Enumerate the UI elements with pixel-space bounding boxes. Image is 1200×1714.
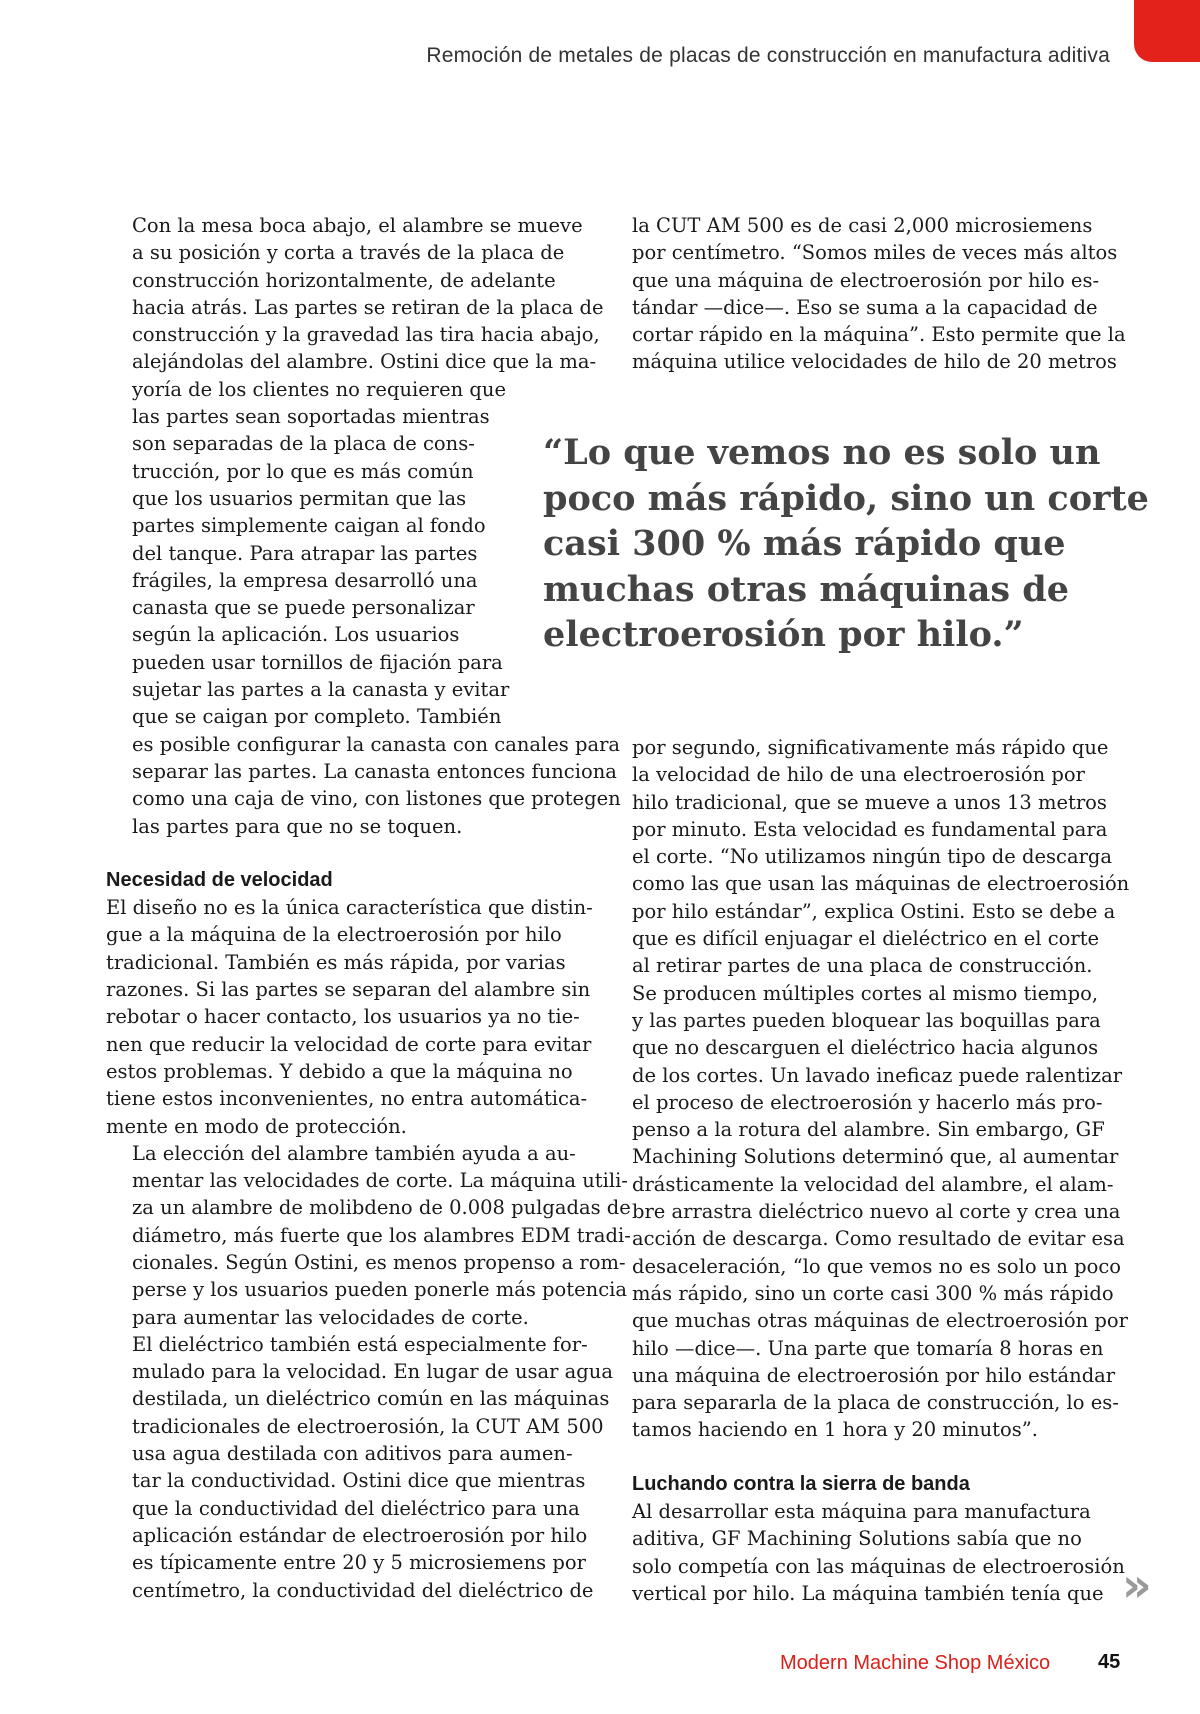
text-line: máquina utilice velocidades de hilo de 20 metros — [632, 350, 1117, 374]
text-line: que es difícil enjuagar el dieléctrico en el corte — [632, 927, 1100, 951]
text-line: bre arrastra dieléctrico nuevo al corte y crea una — [632, 1200, 1121, 1224]
text-line: destilada, un dieléctrico común en las máquinas — [132, 1387, 610, 1411]
text-line: son separadas de la placa de cons- — [132, 432, 475, 456]
text-line: canasta que se puede personalizar — [132, 596, 475, 620]
page-number: 45 — [1098, 1651, 1121, 1673]
text-line: penso a la rotura del alambre. Sin embargo, GF — [632, 1118, 1105, 1142]
text-line: hacia atrás. Las partes se retiran de la placa de — [132, 295, 604, 319]
text-line: la CUT AM 500 es de casi 2,000 microsiemens — [632, 214, 1093, 237]
text-line: poco más rápido, sino un corte — [543, 477, 1149, 519]
text-line: frágiles, la empresa desarrolló una — [132, 568, 478, 592]
text-line: tiene estos inconvenientes, no entra automática- — [106, 1087, 588, 1111]
text-line: El dieléctrico también está especialmente for- — [132, 1332, 588, 1356]
text-line: cionales. Según Ostini, es menos propenso a rom- — [132, 1250, 626, 1274]
red-corner-tab — [1134, 0, 1200, 62]
spacer — [632, 1444, 1112, 1471]
text-line: tradicional. También es más rápida, por varias — [106, 950, 566, 974]
left-paragraph-2 — [106, 894, 593, 1140]
text-line: que una máquina de electroerosión por hilo es- — [632, 268, 1100, 292]
text-line: que se caigan por completo. También — [132, 705, 502, 729]
double-chevron-right-icon: » — [1122, 1558, 1138, 1612]
text-line: que no descarguen el dieléctrico hacia algunos — [632, 1036, 1099, 1060]
subhead-necesidad-de-velocidad: Necesidad de velocidad — [106, 868, 333, 891]
text-line: diámetro, más fuerte que los alambres EDM tradi- — [132, 1223, 631, 1247]
text-line: construcción horizontalmente, de adelante — [132, 268, 556, 292]
text-line: aplicación estándar de electroerosión por hilo — [132, 1523, 588, 1547]
text-line: cortar rápido en la máquina”. Esto permite que la — [632, 323, 1126, 347]
text-line: estos problemas. Y debido a que la máquina no — [106, 1059, 573, 1083]
text-line: por minuto. Esta velocidad es fundamental para — [632, 817, 1108, 841]
right-paragraph-1 — [632, 734, 1130, 1444]
text-line: acción de descarga. Como resultado de evitar esa — [632, 1227, 1125, 1251]
text-line: como las que usan las máquinas de electroerosión — [632, 872, 1130, 896]
text-line: más rápido, sino un corte casi 300 % más rápido — [632, 1281, 1114, 1305]
running-header: Remoción de metales de placas de construcción en manufactura aditiva — [426, 44, 1110, 67]
left-paragraph-1 — [106, 212, 621, 840]
text-line: gue a la máquina de la electroerosión por hilo — [106, 923, 562, 947]
text-line: “Lo que vemos no es solo un — [543, 432, 1101, 473]
text-line: mulado para la velocidad. En lugar de usar agua — [132, 1360, 613, 1384]
text-line: el proceso de electroerosión y hacerlo más pro- — [632, 1090, 1103, 1114]
text-line: trucción, por lo que es más común — [132, 459, 474, 483]
text-line: sujetar las partes a la canasta y evitar — [132, 678, 510, 702]
text-line: razones. Si las partes se separan del alambre sin — [106, 978, 591, 1002]
text-line: pueden usar tornillos de fijación para — [132, 650, 503, 674]
text-line: hilo —dice—. Una parte que tomaría 8 horas en — [632, 1336, 1104, 1360]
left-paragraph-4 — [106, 1331, 613, 1604]
text-line: separar las partes. La canasta entonces funciona — [132, 759, 617, 783]
text-line: según la aplicación. Los usuarios — [132, 623, 460, 647]
text-line: es típicamente entre 20 y 5 microsiemens por — [132, 1551, 586, 1575]
text-line: Se producen múltiples cortes al mismo tiempo, — [632, 981, 1099, 1005]
text-line: El diseño no es la única característica que distin- — [106, 896, 593, 920]
text-line: aditiva, GF Machining Solutions sabía que no — [632, 1527, 1082, 1551]
text-line: Machining Solutions determinó que, al aumentar — [632, 1145, 1119, 1169]
text-line: rebotar o hacer contacto, los usuarios ya no tie- — [106, 1005, 580, 1029]
text-line: desaceleración, “lo que vemos no es solo un poco — [632, 1254, 1121, 1278]
text-line: solo competía con las máquinas de electroerosión — [632, 1554, 1125, 1578]
text-line: hilo tradicional, que se mueve a unos 13 metros — [632, 790, 1107, 814]
text-line: al retirar partes de una placa de construcción. — [632, 954, 1093, 978]
text-line: Con la mesa boca abajo, el alambre se mueve — [132, 214, 583, 237]
text-line: tradicionales de electroerosión, la CUT AM 500 — [132, 1414, 604, 1438]
text-line: tar la conductividad. Ostini dice que mientras — [132, 1469, 586, 1493]
text-line: muchas otras máquinas de — [543, 568, 1070, 610]
text-line: el corte. “No utilizamos ningún tipo de descarga — [632, 845, 1113, 869]
text-line: La elección del alambre también ayuda a au- — [132, 1141, 576, 1165]
left-column — [106, 212, 631, 1604]
text-line: las partes sean soportadas mientras — [132, 405, 490, 429]
text-line: perse y los usuarios pueden ponerle más potencia — [132, 1278, 627, 1302]
text-line: por segundo, significativamente más rápido que — [632, 736, 1109, 759]
text-line: tamos haciendo en 1 hora y 20 minutos”. — [632, 1418, 1038, 1442]
text-line: que los usuarios permitan que las — [132, 486, 467, 510]
text-line: la velocidad de hilo de una electroerosión por — [632, 763, 1085, 787]
text-line: del tanque. Para atrapar las partes — [132, 541, 478, 565]
text-line: como una caja de vino, con listones que protegen — [132, 787, 621, 811]
text-line: yoría de los clientes no requieren que — [132, 377, 506, 401]
text-line: nen que reducir la velocidad de corte para evitar — [106, 1032, 592, 1056]
right-paragraph-top — [632, 212, 1126, 376]
text-line: y las partes pueden bloquear las boquillas para — [632, 1008, 1101, 1032]
text-line: partes simplemente caigan al fondo — [132, 514, 486, 538]
text-line: drásticamente la velocidad del alambre, el alam- — [632, 1172, 1114, 1196]
right-column — [632, 734, 1130, 1607]
text-line: para aumentar las velocidades de corte. — [132, 1305, 529, 1329]
text-line: de los cortes. Un lavado ineficaz puede ralentizar — [632, 1063, 1123, 1087]
footer-publication: Modern Machine Shop México — [780, 1652, 1051, 1674]
text-line: por hilo estándar”, explica Ostini. Esto se debe a — [632, 899, 1116, 923]
text-line: centímetro, la conductividad del dieléctrico de — [132, 1578, 594, 1602]
pull-quote — [543, 430, 1149, 658]
text-line: mentar las velocidades de corte. La máquina utili- — [132, 1169, 628, 1193]
right-column-top — [632, 212, 1126, 376]
text-line: za un alambre de molibdeno de 0.008 pulgadas de — [132, 1196, 631, 1220]
text-line: es posible configurar la canasta con canales para — [132, 732, 621, 756]
text-line: que muchas otras máquinas de electroerosión por — [632, 1309, 1128, 1333]
subhead-luchando-contra-la-sierra: Luchando contra la sierra de banda — [632, 1472, 970, 1495]
text-line: mente en modo de protección. — [106, 1114, 407, 1138]
text-line: construcción y la gravedad las tira hacia abajo, — [132, 323, 600, 347]
spacer — [106, 840, 586, 867]
left-paragraph-3 — [106, 1140, 631, 1331]
text-line: alejándolas del alambre. Ostini dice que la ma- — [132, 350, 597, 374]
text-line: las partes para que no se toquen. — [132, 814, 463, 838]
text-line: por centímetro. “Somos miles de veces más altos — [632, 241, 1118, 265]
text-line: vertical por hilo. La máquina también tenía que — [632, 1581, 1104, 1605]
text-line: tándar —dice—. Eso se suma a la capacidad de — [632, 295, 1098, 319]
right-paragraph-2 — [632, 1498, 1125, 1607]
text-line: usa agua destilada con aditivos para aumen- — [132, 1442, 573, 1466]
text-line: Al desarrollar esta máquina para manufactura — [632, 1500, 1091, 1524]
text-line: a su posición y corta a través de la placa de — [132, 241, 565, 265]
text-line: casi 300 % más rápido que — [543, 523, 1066, 564]
text-line: una máquina de electroerosión por hilo estándar — [632, 1363, 1116, 1387]
text-line: que la conductividad del dieléctrico para una — [132, 1496, 580, 1520]
text-line: para separarla de la placa de construcción, lo es- — [632, 1391, 1119, 1415]
text-line: electroerosión por hilo.” — [543, 614, 1024, 655]
